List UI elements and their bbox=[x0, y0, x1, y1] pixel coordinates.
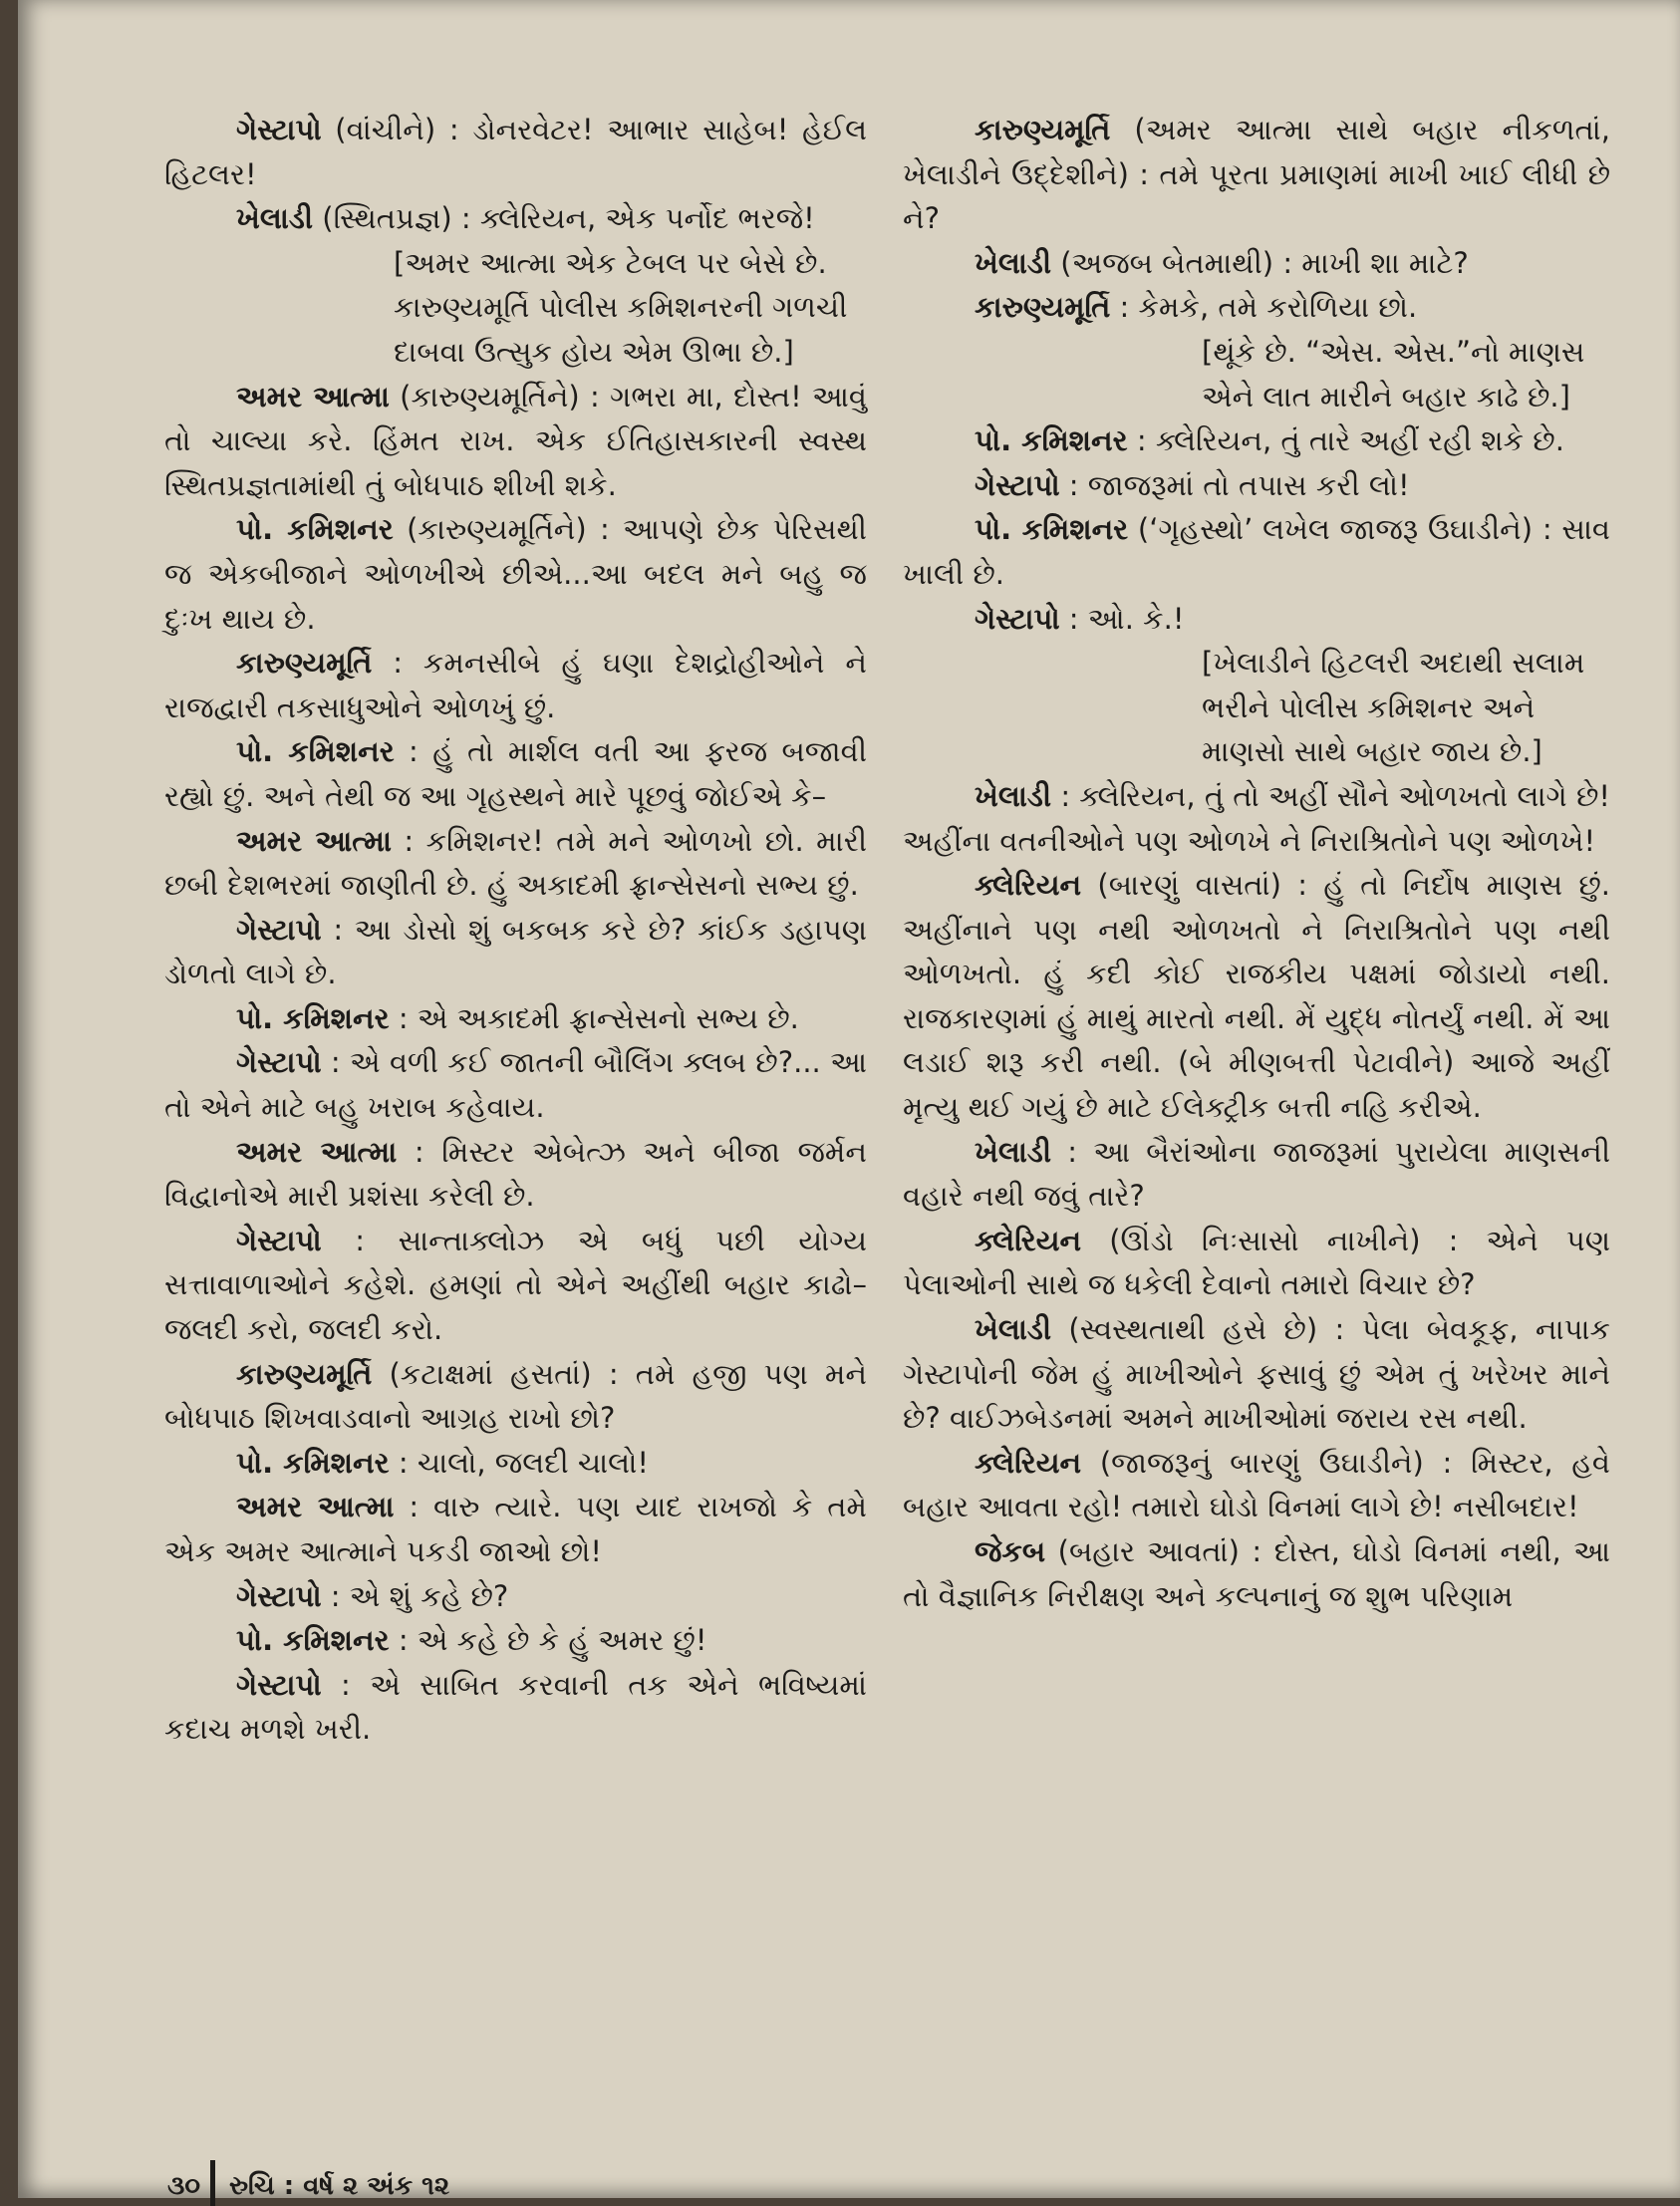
dialogue-text: : ક્લેરિયન, તું તારે અહીં રહી શકે છે. bbox=[1127, 423, 1564, 458]
dialogue-text: : આ બૈરાંઓના જાજરૂમાં પુરાયેલા માણસની વહારે નથી જવું તારે? bbox=[903, 1134, 1610, 1214]
dialogue-paragraph bbox=[164, 1219, 867, 1352]
dialogue-paragraph bbox=[903, 1441, 1610, 1529]
speaker-name: કારુણ્યમૂર્તિ bbox=[975, 290, 1111, 325]
dialogue-text: : કેમકે, તમે કરોળિયા છો. bbox=[1110, 290, 1418, 325]
dialogue-paragraph bbox=[903, 418, 1610, 463]
speaker-name: ગેસ્ટાપો bbox=[236, 1223, 322, 1257]
dialogue-text: : કમિશનર! તમે મને ઓળખો છો. મારી છબી દેશભરમાં જાણીતી છે. હું અકાદમી ફ્રાન્સેસનો સભ્ય છું. bbox=[164, 823, 867, 903]
speaker-name: ક્લેરિયન bbox=[975, 868, 1082, 903]
speaker-name: પો. કમિશનર bbox=[236, 512, 394, 547]
speaker-name: ખેલાડી bbox=[975, 245, 1052, 280]
footer-divider bbox=[210, 2160, 215, 2206]
dialogue-paragraph bbox=[164, 1040, 867, 1129]
dialogue-text: (સ્થિતપ્રજ્ઞ) : ક્લેરિયન, એક પર્નોદ ભરજે! bbox=[313, 201, 815, 236]
dialogue-text: [થૂંકે છે. “એસ. એસ.”નો માણસ એને લાત મારીને બહાર કાઢે છે.] bbox=[1202, 334, 1585, 414]
dialogue-text: (સ્વસ્થતાથી હસે છે) : પેલા બેવકૂફ, નાપાક ગેસ્ટાપોની જેમ હું માખીઓને ફસાવું છું એમ તું ખરેખર માને છે? વાઈઝબેડનમાં અમને માખીઓમાં જરાય રસ નથી. bbox=[903, 1312, 1610, 1436]
dialogue-paragraph bbox=[164, 819, 867, 908]
speaker-name: ગેસ્ટાપો bbox=[975, 601, 1060, 636]
left-column bbox=[164, 108, 867, 1752]
dialogue-text: [ખેલાડીને હિટલરી અદાથી સલામ ભરીને પોલીસ કમિશનર અને માણસો સાથે બહાર જાય છે.] bbox=[1202, 646, 1585, 769]
dialogue-paragraph bbox=[903, 463, 1610, 508]
speaker-name: પો. કમિશનર bbox=[975, 512, 1129, 547]
speaker-name: ગેસ્ટાપો bbox=[236, 1045, 322, 1080]
speaker-name: પો. કમિશનર bbox=[975, 423, 1128, 458]
dialogue-text: (કારુણ્યમૂર્તિને) : ગભરા મા, દોસ્ત! આવું તો ચાલ્યા કરે. હિંમત રાખ. એક ઈતિહાસકારની સ્વસ્થ સ્થિતપ્રજ્ઞતામાંથી તું બોધપાઠ શીખી શકે. bbox=[164, 379, 867, 502]
dialogue-text: : એ સાબિત કરવાની તક એને ભવિષ્યમાં કદાચ મળશે ખરી. bbox=[164, 1667, 867, 1747]
dialogue-paragraph bbox=[164, 996, 867, 1041]
dialogue-paragraph bbox=[164, 507, 867, 641]
stage-direction bbox=[1202, 641, 1610, 774]
speaker-name: પો. કમિશનર bbox=[236, 734, 395, 769]
dialogue-text: [અમર આત્મા એક ટેબલ પર બેસે છે. કારુણ્યમૂર્તિ પોલીસ કમિશનરની ગળચી દાબવા ઉત્સુક હોય એમ ઊભા છે.] bbox=[394, 245, 848, 369]
dialogue-text: : એ કહે છે કે હું અમર છું! bbox=[389, 1623, 707, 1658]
speaker-name: ગેસ્ટાપો bbox=[236, 1667, 322, 1702]
dialogue-paragraph bbox=[164, 1352, 867, 1441]
dialogue-paragraph bbox=[903, 863, 1610, 1130]
journal-issue: રુચિ : વર્ષ ૨ અંક ૧૨ bbox=[228, 2171, 450, 2201]
dialogue-paragraph bbox=[164, 108, 867, 196]
dialogue-paragraph bbox=[164, 1663, 867, 1752]
dialogue-text: : કમનસીબે હું ઘણા દેશદ્રોહીઓને ને રાજદ્વારી તકસાધુઓને ઓળખું છું. bbox=[164, 646, 867, 724]
magazine-page bbox=[18, 0, 1680, 2201]
stage-direction bbox=[394, 241, 867, 375]
speaker-name: પો. કમિશનર bbox=[236, 1623, 390, 1658]
dialogue-text: : જાજરૂમાં તો તપાસ કરી લો! bbox=[1059, 467, 1410, 502]
speaker-name: પો. કમિશનર bbox=[236, 1000, 390, 1035]
dialogue-text: : એ વળી કઈ જાતની બૌલિંગ ક્લબ છે?... આ તો એને માટે બહુ ખરાબ કહેવાય. bbox=[164, 1045, 867, 1125]
dialogue-paragraph bbox=[903, 1219, 1610, 1307]
dialogue-text: : હું તો માર્શલ વતી આ ફરજ બજાવી રહ્યો છું. અને તેથી જ આ ગૃહસ્થને મારે પૂછવું જોઈએ કે– bbox=[164, 734, 867, 813]
speaker-name: ખેલાડી bbox=[975, 1134, 1052, 1169]
page-footer bbox=[167, 2160, 449, 2206]
dialogue-paragraph bbox=[903, 285, 1610, 330]
speaker-name: કારુણ્યમૂર્તિ bbox=[236, 646, 373, 681]
dialogue-text: (બહાર આવતાં) : દોસ્ત, ઘોડો વિનમાં નથી, આ તો વૈજ્ઞાનિક નિરીક્ષણ અને કલ્પનાનું જ શુભ પરિણામ bbox=[903, 1534, 1610, 1613]
speaker-name: ખેલાડી bbox=[975, 1312, 1052, 1347]
speaker-name: ખેલાડી bbox=[975, 778, 1052, 813]
dialogue-paragraph bbox=[164, 729, 867, 818]
speaker-name: ગેસ્ટાપો bbox=[236, 1578, 322, 1613]
dialogue-text: : મિસ્ટર એબેત્ઝ અને બીજા જર્મન વિદ્વાનોએ મારી પ્રશંસા કરેલી છે. bbox=[164, 1134, 867, 1214]
dialogue-paragraph bbox=[164, 1618, 867, 1663]
speaker-name: ગેસ્ટાપો bbox=[236, 113, 322, 146]
dialogue-text: (‘ગૃહસ્થો’ લખેલ જાજરૂ ઉઘાડીને) : સાવ ખાલી છે. bbox=[903, 512, 1610, 591]
dialogue-paragraph bbox=[164, 1130, 867, 1219]
dialogue-paragraph bbox=[903, 507, 1610, 596]
dialogue-text: : ચાલો, જલદી ચાલો! bbox=[389, 1445, 649, 1480]
dialogue-paragraph bbox=[903, 1307, 1610, 1441]
dialogue-paragraph bbox=[164, 375, 867, 508]
dialogue-text: (બારણું વાસતાં) : હું તો નિર્દોષ માણસ છું. અહીંનાને પણ નથી ઓળખતો ને નિરાશ્રિતોને પણ નથી ઓળખતો. હું કદી કોઈ રાજકીય પક્ષમાં જોડાયો નથી. રાજકારણમાં હું માથું મારતો નથી. મેં યુદ્ધ નોતર્યું નથી. મેં આ લડાઈ શરૂ કરી નથી. (બે મીણબત્તી પેટાવીને) આજે અહીં મૃત્યુ થઈ ગયું છે માટે ઈલેક્ટ્રીક બત્તી નહિ કરીએ. bbox=[903, 868, 1610, 1125]
dialogue-text: : એ શું કહે છે? bbox=[321, 1578, 509, 1613]
dialogue-text: (કટાક્ષમાં હસતાં) : તમે હજી પણ મને બોધપાઠ શિખવાડવાનો આગ્રહ રાખો છો? bbox=[164, 1356, 867, 1436]
speaker-name: પો. કમિશનર bbox=[236, 1445, 390, 1480]
dialogue-paragraph bbox=[164, 641, 867, 729]
page-number: ૩૦ bbox=[167, 2171, 200, 2201]
dialogue-paragraph bbox=[903, 1529, 1610, 1618]
dialogue-paragraph bbox=[903, 774, 1610, 863]
right-column bbox=[903, 108, 1610, 1618]
dialogue-text: : આ ડોસો શું બકબક કરે છે? કાંઈક ડહાપણ ડોળતો લાગે છે. bbox=[164, 912, 867, 991]
dialogue-paragraph bbox=[903, 1130, 1610, 1219]
speaker-name: ક્લેરિયન bbox=[975, 1223, 1082, 1257]
speaker-name: અમર આત્મા bbox=[236, 823, 392, 858]
dialogue-paragraph bbox=[903, 241, 1610, 286]
speaker-name: કારુણ્યમૂર્તિ bbox=[236, 1356, 373, 1391]
dialogue-text: (ઊંડો નિઃસાસો નાખીને) : એને પણ પેલાઓની સાથે જ ધકેલી દેવાનો તમારો વિચાર છે? bbox=[903, 1223, 1610, 1302]
speaker-name: કારુણ્યમૂર્તિ bbox=[975, 113, 1111, 146]
speaker-name: ખેલાડી bbox=[236, 201, 314, 236]
speaker-name: ગેસ્ટાપો bbox=[236, 912, 322, 947]
speaker-name: જેકબ bbox=[975, 1534, 1046, 1568]
speaker-name: ક્લેરિયન bbox=[975, 1445, 1082, 1480]
dialogue-paragraph bbox=[164, 908, 867, 996]
dialogue-text: (વાંચીને) : ડોનરવેટર! આભાર સાહેબ! હેઈલ હિટલર! bbox=[164, 113, 867, 191]
speaker-name: અમર આત્મા bbox=[236, 379, 390, 414]
dialogue-paragraph bbox=[164, 1485, 867, 1573]
speaker-name: અમર આત્મા bbox=[236, 1134, 398, 1169]
dialogue-text: : એ અકાદમી ફ્રાન્સેસનો સભ્ય છે. bbox=[389, 1000, 799, 1035]
dialogue-text: : સાન્તાક્લોઝ એ બધું પછી યોગ્ય સત્તાવાળાઓને કહેશે. હમણાં તો એને અહીંથી બહાર કાઢો– જલદી કરો, જલદી કરો. bbox=[164, 1223, 867, 1347]
dialogue-text: (કારુણ્યમૂર્તિને) : આપણે છેક પેરિસથી જ એકબીજાને ઓળખીએ છીએ...આ બદલ મને બહુ જ દુઃખ થાય છે. bbox=[164, 512, 867, 636]
dialogue-paragraph bbox=[164, 1574, 867, 1619]
dialogue-text: (અમર આત્મા સાથે બહાર નીકળતાં, ખેલાડીને ઉદ્દેશીને) : તમે પૂરતા પ્રમાણમાં માખી ખાઈ લીધી છે ને? bbox=[903, 113, 1610, 236]
speaker-name: અમર આત્મા bbox=[236, 1490, 395, 1524]
dialogue-paragraph bbox=[903, 597, 1610, 642]
dialogue-text: : ઓ. કે.! bbox=[1059, 601, 1185, 636]
speaker-name: ગેસ્ટાપો bbox=[975, 467, 1060, 502]
dialogue-text: : વારુ ત્યારે. પણ યાદ રાખજો કે તમે એક અમર આત્માને પકડી જાઓ છો! bbox=[164, 1490, 868, 1568]
dialogue-text: (જાજરૂનું બારણું ઉઘાડીને) : મિસ્ટર, હવે બહાર આવતા રહો! તમારો ઘોડો વિનમાં લાગે છે! નસીબદાર! bbox=[903, 1445, 1610, 1524]
dialogue-paragraph bbox=[164, 196, 867, 241]
dialogue-paragraph bbox=[903, 108, 1610, 241]
dialogue-text: : ક્લેરિયન, તું તો અહીં સૌને ઓળખતો લાગે છે! અહીંના વતનીઓને પણ ઓળખે ને નિરાશ્રિતોને પણ ઓળખે! bbox=[903, 778, 1610, 858]
dialogue-paragraph bbox=[164, 1441, 867, 1486]
dialogue-text: (અજબ બેતમાથી) : માખી શા માટે? bbox=[1051, 245, 1469, 280]
stage-direction bbox=[1202, 330, 1610, 418]
